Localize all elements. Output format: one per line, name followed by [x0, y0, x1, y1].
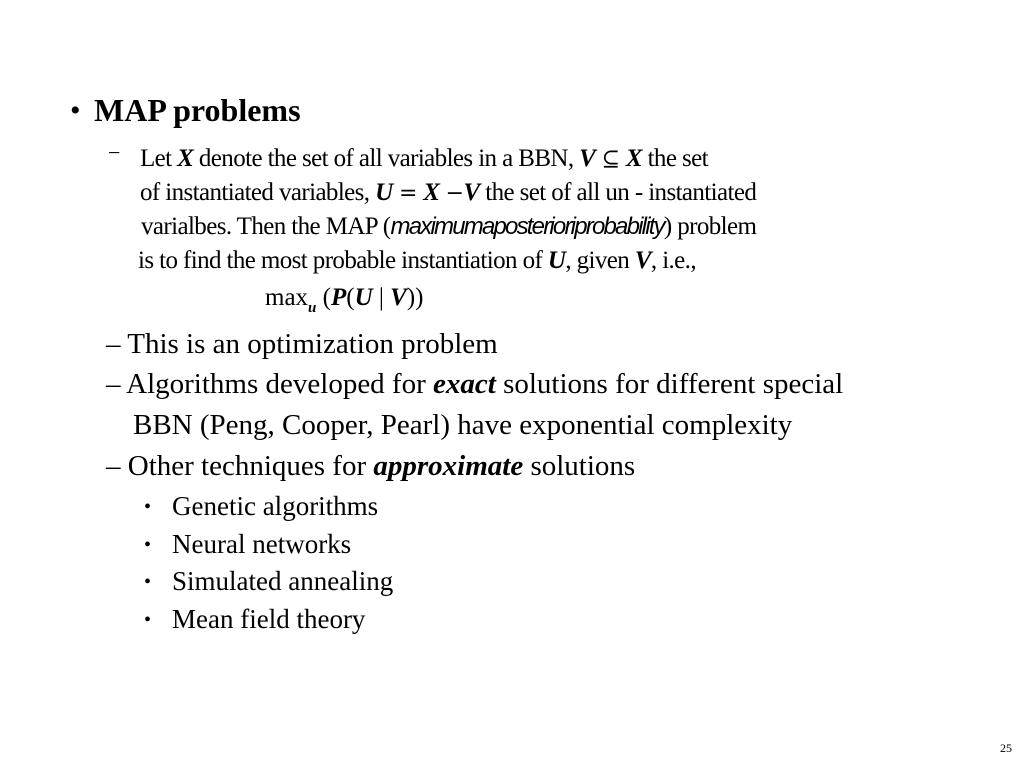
- minus-symbol: −: [439, 181, 464, 206]
- term-aposteriori: aposteriori: [481, 213, 575, 240]
- var-x: X: [177, 145, 194, 172]
- var-x: X: [423, 179, 440, 206]
- formula-close: )): [406, 284, 424, 311]
- def-text: the set: [641, 145, 708, 172]
- formula-p: P: [330, 284, 347, 311]
- item-optimization: – This is an optimization problem: [106, 328, 498, 360]
- sub-bullet: •: [144, 609, 152, 631]
- subset-symbol: ⊆: [595, 147, 626, 172]
- def-text: Let: [140, 145, 178, 172]
- var-v: V: [579, 145, 596, 172]
- formula-u: U: [354, 284, 373, 311]
- def-text: , given: [565, 247, 635, 274]
- definition-line-4: [138, 247, 696, 275]
- definition-dash: −: [108, 140, 121, 165]
- def-text: is to find the most probable instantiation of: [138, 247, 548, 274]
- item-algorithms: [106, 368, 843, 401]
- item-text: – Algorithms developed for: [106, 368, 434, 400]
- item-text: – Other techniques for: [106, 450, 374, 482]
- definition-line-1: [140, 145, 708, 173]
- def-text: ) problem: [663, 213, 757, 240]
- sub-item-mean-field-theory: Mean field theory: [172, 604, 366, 634]
- def-text: the set of all un - instantiated: [479, 179, 757, 206]
- heading-bullet: •: [70, 94, 81, 127]
- var-u: U: [375, 179, 393, 206]
- term-probability: probability: [574, 213, 664, 240]
- item-text: solutions: [523, 450, 636, 482]
- page-number: 25: [1000, 741, 1012, 755]
- sub-bullet: •: [144, 496, 152, 518]
- map-formula: [265, 284, 424, 316]
- formula-max: max: [265, 284, 309, 311]
- item-emphasis-approximate: approximate: [373, 450, 524, 482]
- item-other-techniques: [106, 450, 635, 483]
- definition-line-3: [141, 213, 756, 241]
- definition-line-2: [140, 179, 756, 207]
- term-maximum: maximum: [390, 213, 482, 240]
- formula-bar: |: [372, 284, 391, 311]
- formula-paren: (: [346, 284, 355, 311]
- sub-bullet: •: [144, 571, 152, 593]
- formula-v: V: [390, 284, 407, 311]
- formula-paren: (: [316, 284, 331, 311]
- var-v: V: [463, 179, 480, 206]
- def-text: varialbes. Then the MAP (: [141, 213, 391, 240]
- equals-symbol: =: [392, 181, 424, 206]
- sub-item-genetic-algorithms: Genetic algorithms: [172, 491, 379, 521]
- formula-subscript-u: u: [308, 300, 317, 316]
- sub-item-neural-networks: Neural networks: [172, 529, 352, 559]
- def-text: of instantiated variables,: [140, 179, 376, 206]
- item-text: solutions for different special: [495, 368, 844, 400]
- item-emphasis-exact: exact: [433, 368, 496, 400]
- var-v: V: [634, 247, 651, 274]
- def-text: , i.e.,: [650, 247, 696, 274]
- sub-item-simulated-annealing: Simulated annealing: [172, 566, 394, 596]
- var-x: X: [625, 145, 642, 172]
- def-text: denote the set of all variables in a BBN,: [193, 145, 580, 172]
- item-algorithms-continued: BBN (Peng, Cooper, Pearl) have exponential complexity: [133, 409, 793, 441]
- slide-title: MAP problems: [94, 92, 301, 128]
- sub-bullet: •: [144, 534, 152, 556]
- var-u: U: [547, 247, 566, 274]
